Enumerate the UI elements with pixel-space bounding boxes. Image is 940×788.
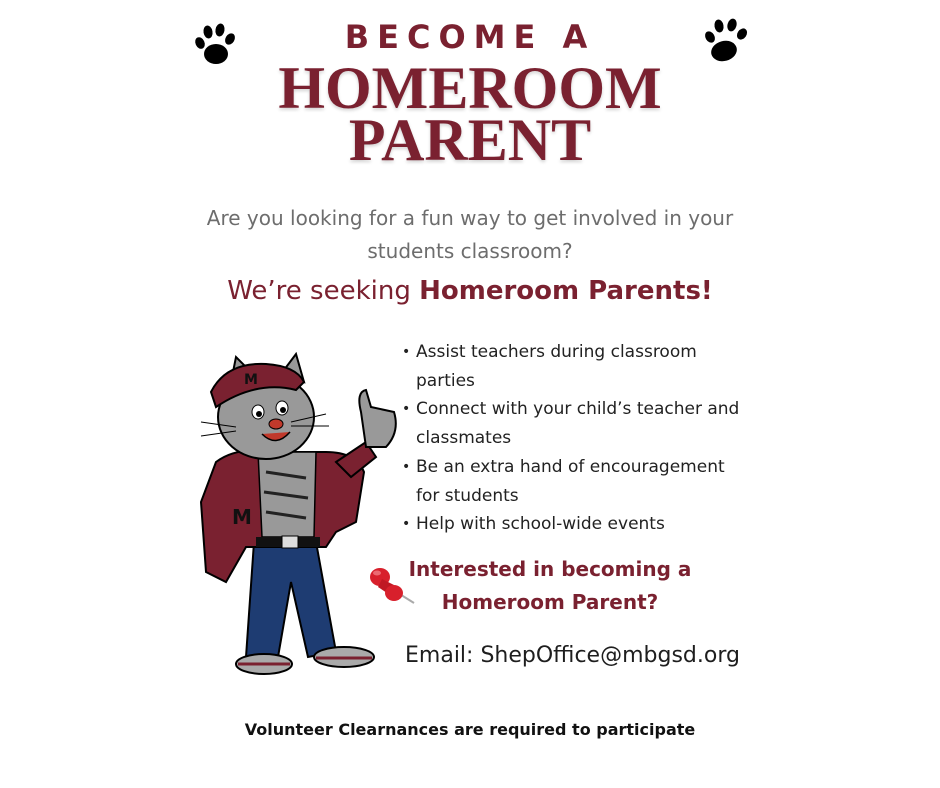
list-item: • Assist teachers during classroom parties xyxy=(400,338,750,395)
email-label: Email: xyxy=(405,643,481,668)
title-parent: PARENT xyxy=(348,107,592,173)
interest-line-1: Interested in becoming a xyxy=(408,557,692,581)
interest-line-2: Homeroom Parent? xyxy=(441,590,659,614)
seeking-emphasis: Homeroom Parents! xyxy=(419,276,713,306)
interest-heading xyxy=(395,553,705,619)
intro-text xyxy=(0,202,940,268)
intro-line-1: Are you looking for a fun way to get involved in your xyxy=(206,206,734,230)
seeking-prefix: We’re seeking xyxy=(227,276,420,306)
duties-list xyxy=(400,338,750,539)
svg-text:M: M xyxy=(244,372,258,388)
email-address[interactable]: ShepOffice@mbgsd.org xyxy=(480,643,740,668)
clearance-notice: Volunteer Clearnances are required to participate xyxy=(244,720,696,739)
list-item: • Be an extra hand of encouragement for students xyxy=(400,453,750,510)
title-homeroom: HOMEROOM xyxy=(278,55,662,121)
list-item: • Help with school-wide events xyxy=(400,510,750,539)
email-contact xyxy=(405,643,740,668)
svg-text:M: M xyxy=(232,505,252,529)
cat-mascot-illustration xyxy=(196,352,401,682)
seeking-heading xyxy=(0,276,940,306)
intro-line-2: students classroom? xyxy=(367,239,573,263)
title-become-a: BECOME A xyxy=(344,18,596,56)
list-item: • Connect with your child’s teacher and classmates xyxy=(400,395,750,452)
